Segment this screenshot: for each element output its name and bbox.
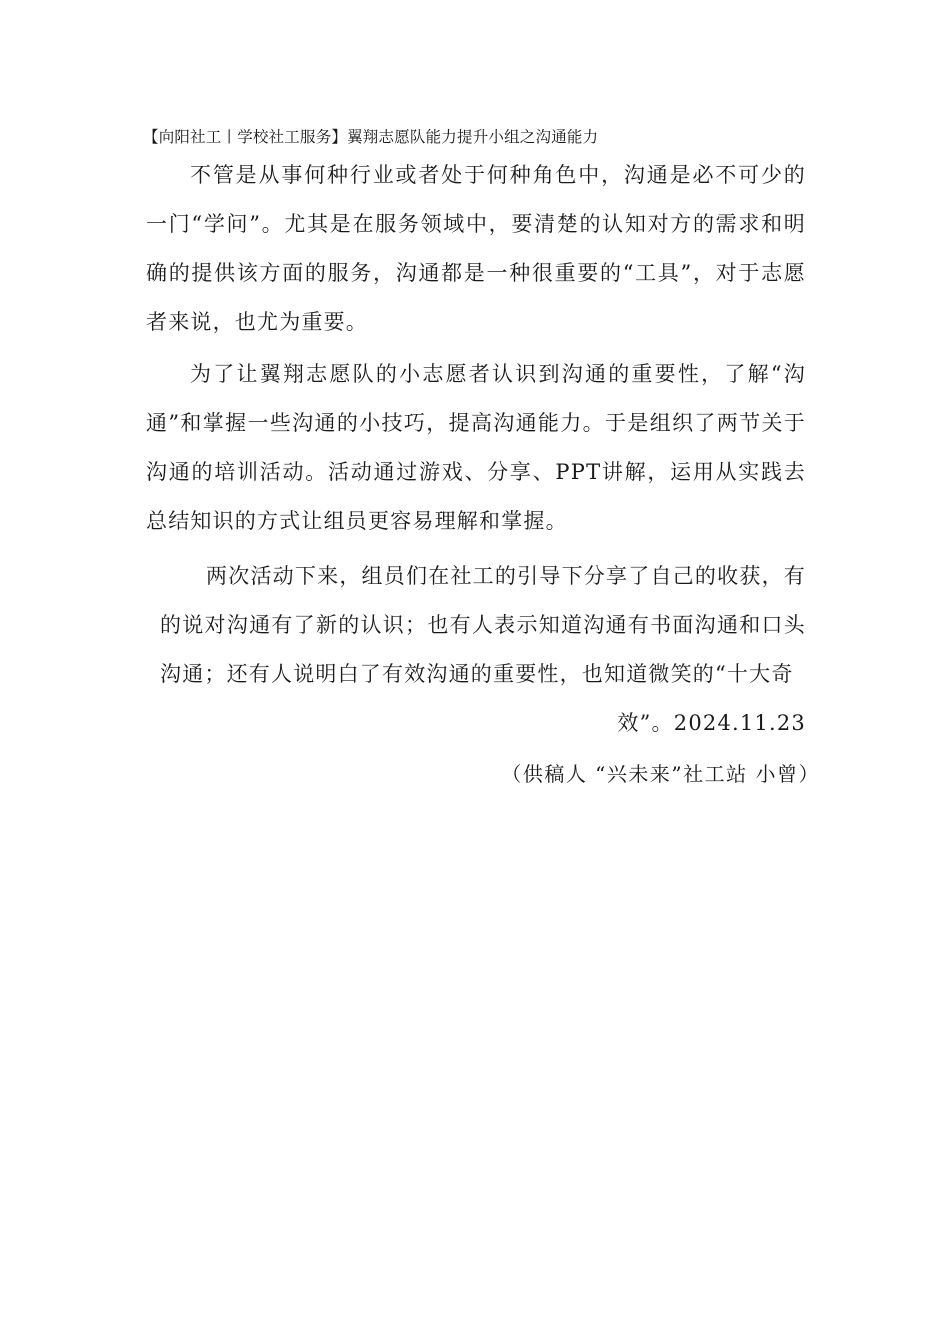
closing-line-date: 效”。2024.11.23 [617,711,806,735]
document-title: 【向阳社工丨学校社工服务】翼翔志愿队能力提升小组之沟通能力 [143,128,599,146]
paragraph-intro: 不管是从事何种行业或者处于何种角色中，沟通是必不可少的一门“学问”。尤其是在服务领域中，要清楚的认知对方的需求和明确的提供该方面的服务，沟通都是一种很重要的“工具”，对于志愿者来说，也尤为重要。 [146,163,806,334]
paragraph-activity: 为了让翼翔志愿队的小志愿者认识到沟通的重要性，了解“沟通”和掌握一些沟通的小技巧，提高沟通能力。于是组织了两节关于沟通的培训活动。活动通过游戏、分享、PPT讲解，运用从实践去总结知识的方式让组员更容易理解和掌握。 [146,362,806,533]
paragraph-outcome: 两次活动下来，组员们在社工的引导下分享了自己的收获，有的说对沟通有了新的认识；也有人表示知道沟通有书面沟通和口头沟通；还有人说明白了有效沟通的重要性，也知道微笑的“十大奇 [160,564,806,686]
author-credit: （供稿人 “兴未来”社工站 小曾） [501,762,820,786]
